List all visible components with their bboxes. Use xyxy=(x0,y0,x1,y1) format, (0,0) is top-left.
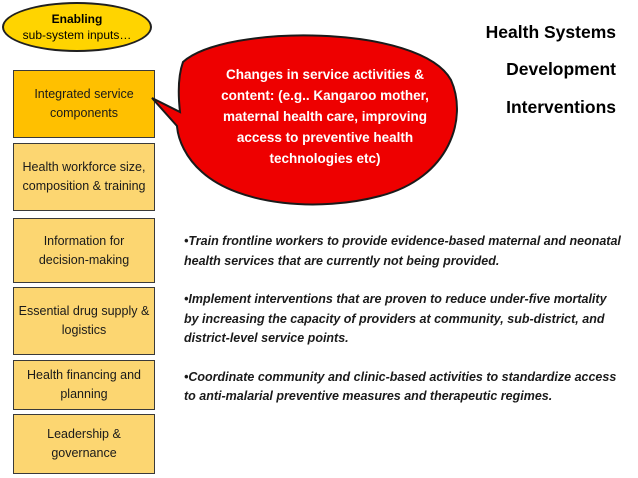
intervention-list xyxy=(184,232,624,426)
enabling-label: Enabling xyxy=(51,12,103,26)
callout-text: Changes in service activities & content: (e.g.. Kangaroo mother, maternal health care, improving access to preventive health technologies etc) xyxy=(221,67,429,166)
component-label: Essential drug supply & logistics xyxy=(18,304,150,337)
component-label: Health financing and planning xyxy=(27,368,141,401)
intervention-item: •Coordinate community and clinic-based activities to standardize access to anti-malarial preventive measures and therapeutic regimes. xyxy=(184,369,617,403)
intervention-item: •Train frontline workers to provide evidence-based maternal and neonatal health services that are currently not being provided. xyxy=(184,234,621,268)
component-label: Health workforce size, composition & training xyxy=(22,160,146,193)
title-line-1: Health Systems xyxy=(485,22,616,42)
component-label: Integrated service components xyxy=(34,87,134,120)
title-line-2: Development xyxy=(506,59,616,79)
title-line-3: Interventions xyxy=(506,97,616,117)
component-label: Leadership & governance xyxy=(47,427,121,460)
intervention-item: •Implement interventions that are proven to reduce under-five mortality by increasing the capacity of providers at community, sub-district, and district-level service points. xyxy=(184,292,607,345)
component-label: Information for decision-making xyxy=(38,233,130,267)
sub-system-inputs-label: sub-system inputs… xyxy=(22,28,132,42)
